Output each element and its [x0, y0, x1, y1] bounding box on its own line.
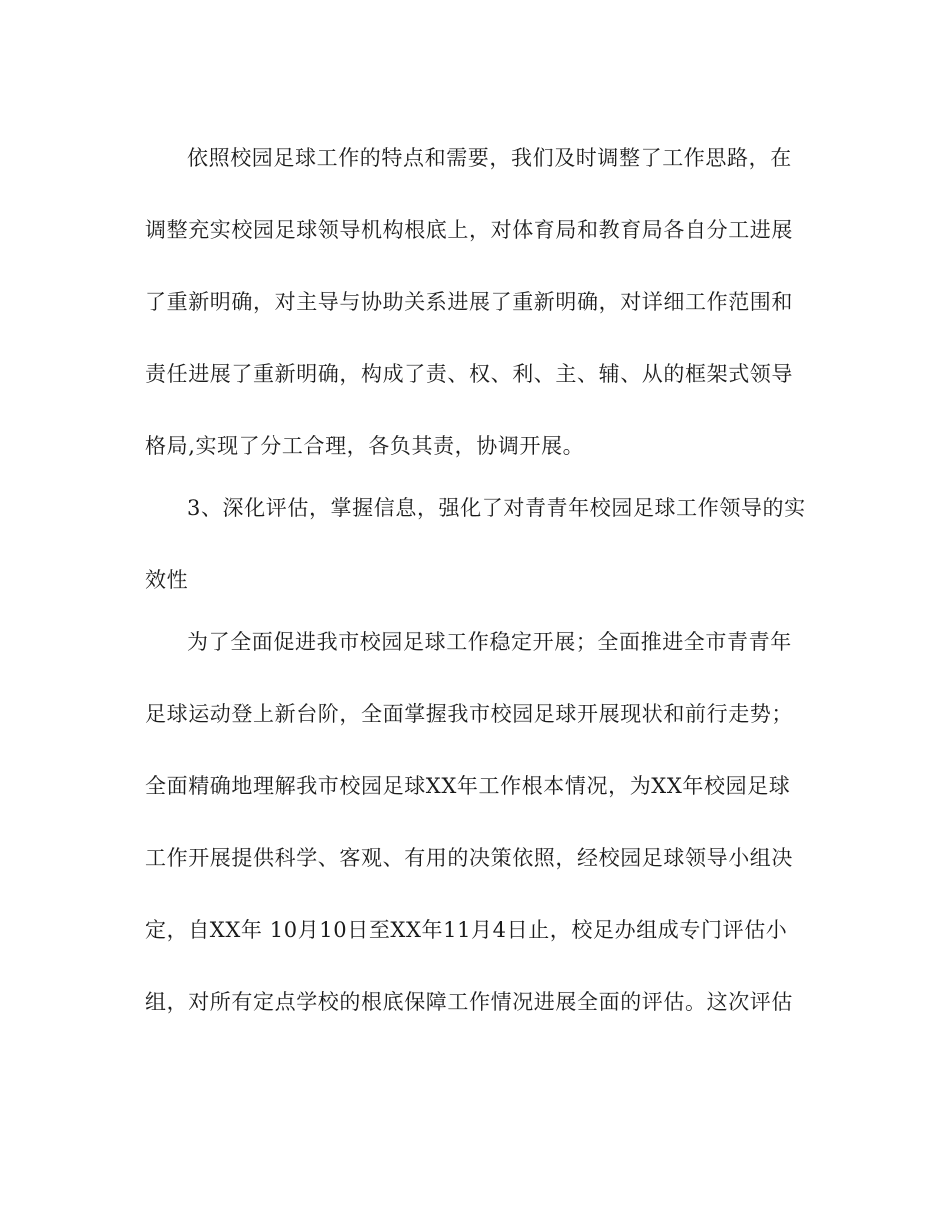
text-line: 依照校园足球工作的特点和需要，我们及时调整了工作思路，在 — [187, 146, 792, 170]
section-heading-line: 效性 — [145, 568, 189, 592]
text-line: 足球运动登上新台阶，全面掌握我市校园足球开展现状和前行走势； — [145, 702, 793, 726]
text-line: 为了全面促进我市校园足球工作稳定开展；全面推进全市青青年 — [187, 630, 792, 654]
text-line: 定，自XX年 10月10日至XX年11月4日止，校足办组成专门评估小 — [145, 918, 788, 942]
text-line: 了重新明确，对主导与协助关系进展了重新明确，对详细工作范围和 — [145, 290, 793, 314]
text-line: 责任进展了重新明确，构成了责、权、利、主、辅、从的框架式领导 — [145, 362, 793, 386]
text-line: 调整充实校园足球领导机构根底上，对体育局和教育局各自分工进展 — [145, 218, 793, 242]
text-line: 全面精确地理解我市校园足球XX年工作根本情况，为XX年校园足球 — [145, 774, 791, 798]
section-heading-line: 3、深化评估，掌握信息，强化了对青青年校园足球工作领导的实 — [187, 496, 806, 520]
text-line: 组，对所有定点学校的根底保障工作情况进展全面的评估。这次评估 — [145, 990, 793, 1014]
text-line: 格局,实现了分工合理，各负其责，协调开展。 — [145, 434, 585, 458]
text-line: 工作开展提供科学、客观、有用的决策依照，经校园足球领导小组决 — [145, 846, 793, 870]
